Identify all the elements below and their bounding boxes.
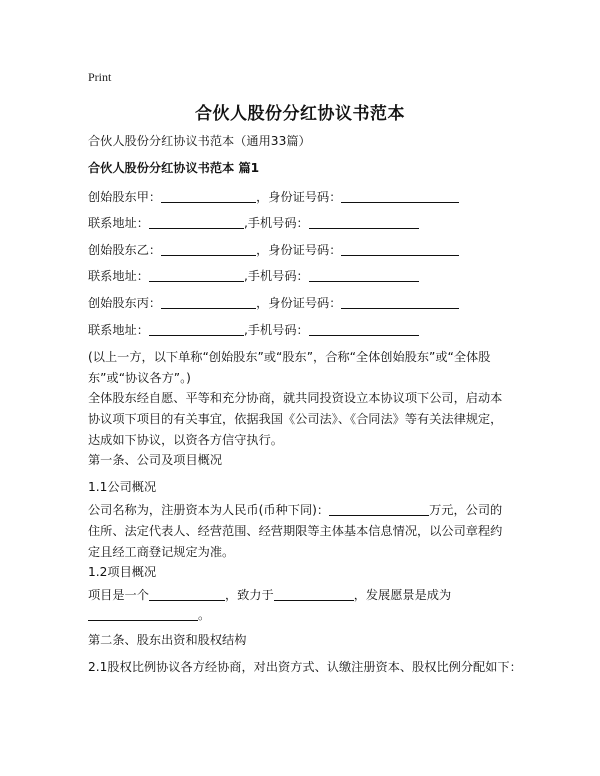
- project-period: 。: [198, 608, 211, 622]
- article-1-heading: 第一条、公司及项目概况: [88, 453, 223, 467]
- company-overview-text-1: 公司名称为，注册资本为人民币(币种下同)：: [88, 503, 330, 517]
- founder-a-contact-row: [88, 213, 419, 233]
- section-1-1-heading: 1.1公司概况: [88, 480, 157, 494]
- print-link[interactable]: Print: [88, 70, 112, 84]
- founder-c-contact-row: [88, 320, 419, 340]
- founder-b-address-label: 联系地址：: [88, 269, 149, 283]
- founder-a-address-label: 联系地址：: [88, 216, 149, 230]
- founder-b-phone-blank: [309, 267, 419, 282]
- founder-c-address-blank: [149, 321, 244, 336]
- founder-c-label: 创始股东丙：: [88, 296, 162, 310]
- company-overview-paragraph: [88, 500, 510, 563]
- founder-b-contact-row: [88, 266, 419, 286]
- document-subtitle: 合伙人股份分红协议书范本（通用33篇）: [88, 134, 311, 148]
- founder-c-address-label: 联系地址：: [88, 323, 149, 337]
- founder-a-row: [88, 187, 459, 207]
- founder-b-id-label: ，身份证号码：: [256, 243, 342, 257]
- founder-a-phone-label: ,手机号码：: [243, 216, 309, 230]
- project-text-c: ，发展愿景是成为: [353, 588, 452, 602]
- founder-b-phone-label: ,手机号码：: [243, 269, 309, 283]
- founder-c-id-label: ，身份证号码：: [256, 296, 342, 310]
- company-overview-text-2: 万元，公司的住所、法定代表人、经营范围、经营期限等主体基本信息情况，以公司章程约定且经工商登记规定为准。: [88, 503, 503, 559]
- founder-a-name-blank: [161, 188, 256, 203]
- founder-a-address-blank: [149, 214, 244, 229]
- founder-b-row: [88, 240, 459, 260]
- founder-b-name-blank: [161, 241, 256, 256]
- parties-note: (以上一方，以下单称“创始股东”或“股东”，合称“全体创始股东”或“全体股东”或“协议各方”。): [88, 350, 491, 385]
- section-2-1-text: 2.1股权比例协议各方经协商，对出资方式、认缴注册资本、股权比例分配如下：: [88, 660, 522, 674]
- project-overview-line-1: [88, 585, 451, 605]
- founder-c-id-blank: [341, 294, 459, 309]
- founder-c-phone-label: ,手机号码：: [243, 323, 309, 337]
- founder-c-name-blank: [161, 294, 256, 309]
- project-text-b: ，致力于: [224, 588, 274, 602]
- project-text-a: 项目是一个: [88, 588, 149, 602]
- section-heading: 合伙人股份分红协议书范本 篇1: [88, 161, 260, 175]
- document-title: 合伙人股份分红协议书范本: [195, 104, 405, 124]
- project-focus-blank: [274, 586, 354, 601]
- founder-c-phone-blank: [309, 321, 419, 336]
- founder-a-label: 创始股东甲：: [88, 190, 162, 204]
- founder-a-phone-blank: [309, 214, 419, 229]
- founder-a-id-blank: [341, 188, 459, 203]
- founder-a-id-label: ，身份证号码：: [256, 190, 342, 204]
- founder-b-id-blank: [341, 241, 459, 256]
- intro-paragraph: 全体股东经自愿、平等和充分协商，就共同投资设立本协议项下公司，启动本协议项下项目的有关事宜，依据我国《公司法》、《合同法》等有关法律规定，达成如下协议，以资各方信守执行。: [88, 391, 503, 447]
- registered-capital-blank: [329, 501, 429, 516]
- project-vision-blank: [88, 606, 198, 621]
- article-2-heading: 第二条、股东出资和股权结构: [88, 633, 247, 647]
- founder-b-address-blank: [149, 267, 244, 282]
- founder-b-label: 创始股东乙：: [88, 243, 162, 257]
- project-type-blank: [149, 586, 225, 601]
- founder-c-row: [88, 293, 459, 313]
- project-overview-line-2: [88, 605, 210, 625]
- section-1-2-heading: 1.2项目概况: [88, 565, 157, 579]
